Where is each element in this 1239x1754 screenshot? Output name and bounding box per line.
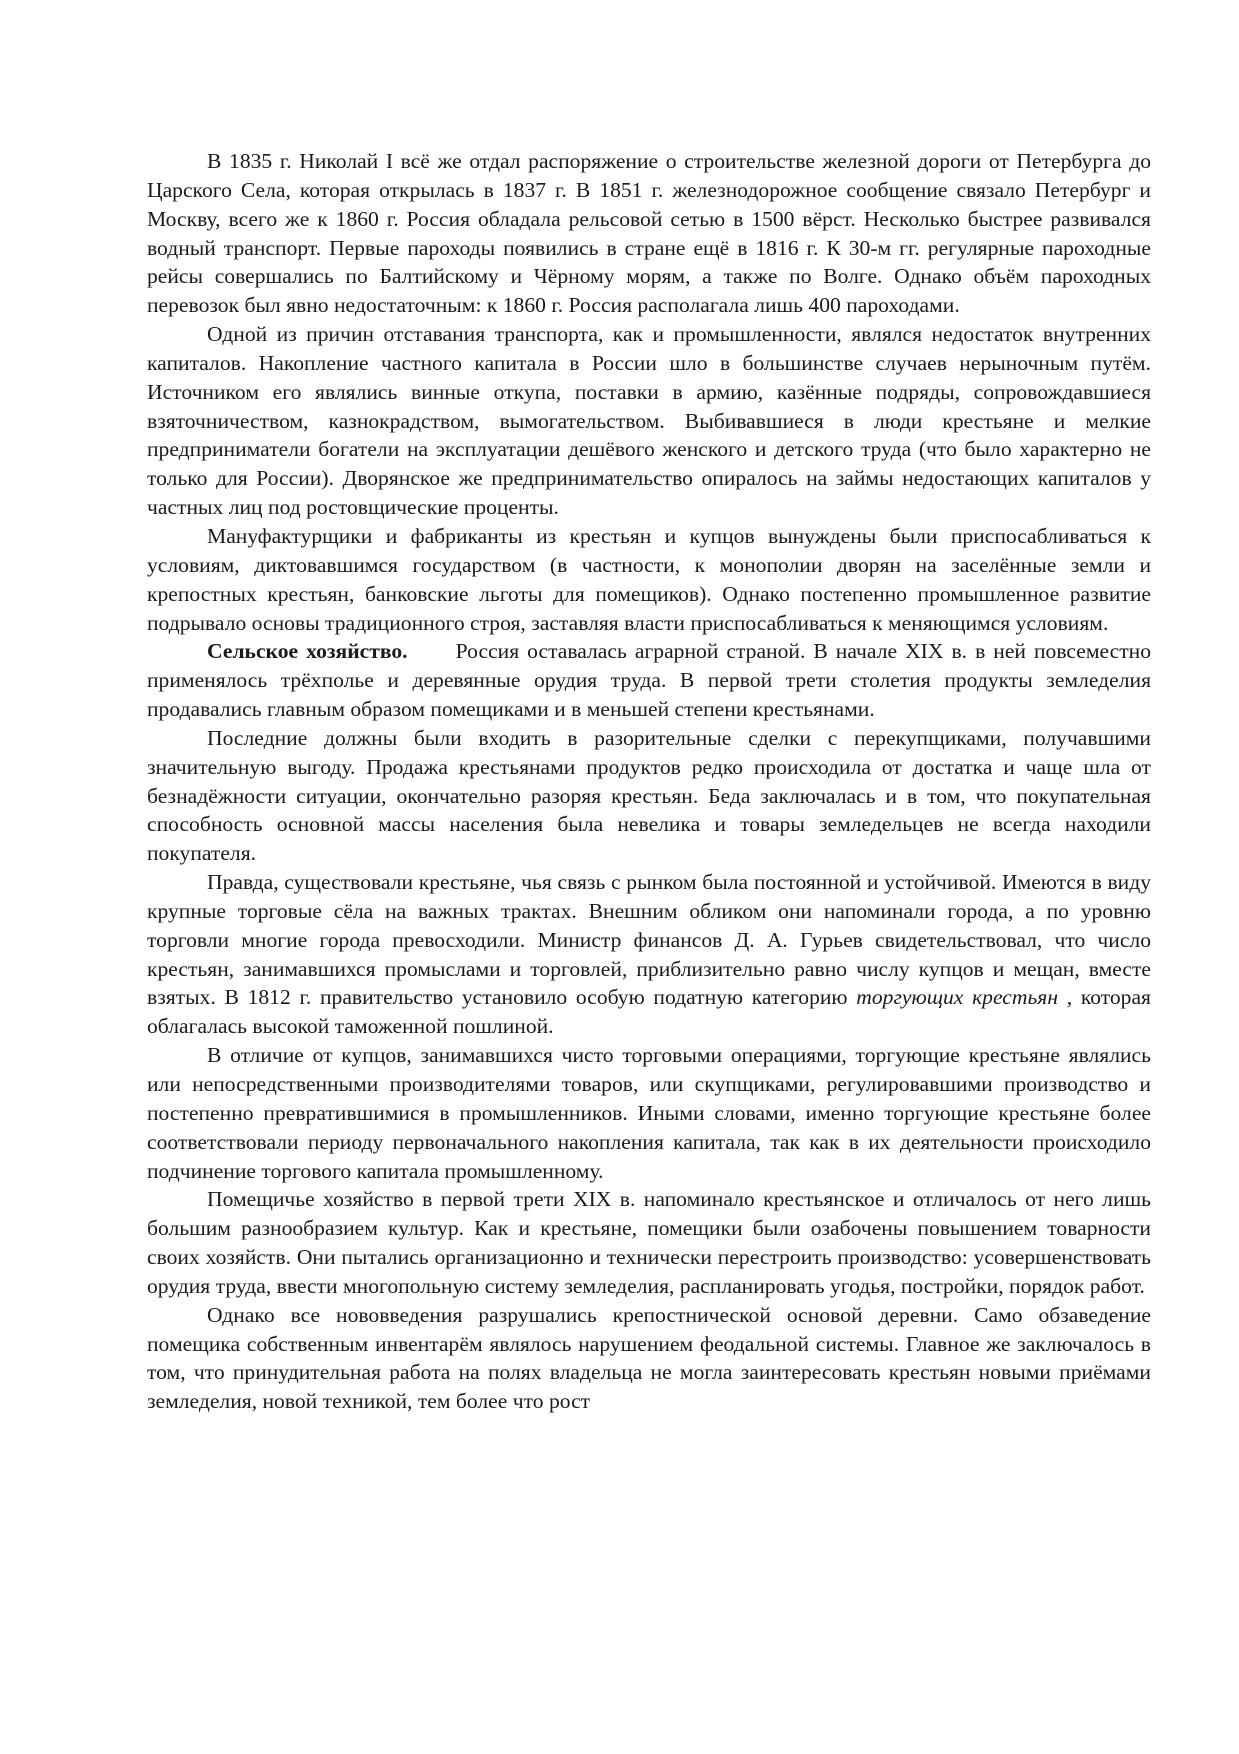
trading-peasants-text-end: , которая облагалась высокой таможенной пошлиной.: [147, 985, 1151, 1039]
section-heading-agriculture: Сельское хозяйство.: [207, 639, 408, 664]
trading-peasants-text: Правда, существовали крестьяне, чья связь с рынком была постоянной и устойчивой. Имеются в виду крупные торговые сёла на важных трактах. Внешним обликом они напоминали города, а по уровню торговли многие города превосходили. Министр финансов Д. А. Гурьев свидетельствовал, что число крестьян, занимавшихся промыслами и торговлей, приблизительно равно числу купцов и мещан, вместе взятых. В 1812 г. правительство установило особую податную категорию: [147, 870, 1151, 1010]
paragraph-trading-peasants: [147, 868, 1151, 1041]
agriculture-text: Россия оставалась аграрной страной. В начале XIX в. в ней повсеместно применялось трёхполье и деревянные орудия труда. В первой трети столетия продукты земледелия продавались главным образом помещиками и в меньшей степени крестьянами.: [147, 639, 1151, 722]
paragraph-capital: Одной из причин отставания транспорта, как и промышленности, являлся недостаток внутренних капиталов. Накопление частного капитала в России шло в большинстве случаев нерыночным путём. Источником его являлись винные откупа, поставки в армию, казённые подряды, сопровождавшиеся взяточничеством, казнокрадством, вымогательством. Выбивавшиеся в люди крестьяне и мелкие предприниматели богатели на эксплуатации дешёвого женского и детского труда (что было характерно не только для России). Дворянское же предпринимательство опиралось на займы недостающих капиталов у частных лиц под ростовщические проценты.: [147, 322, 1151, 520]
paragraph-merchants: В отличие от купцов, занимавшихся чисто торговыми операциями, торгующие крестьяне являлись или непосредственными производителями товаров, или скупщиками, регулировавшими производство и постепенно превратившимися в промышленников. Иными словами, именно торгующие крестьяне более соответствовали периоду первоначального накопления капитала, так как в их деятельности происходило подчинение торгового капитала промышленному.: [147, 1043, 1151, 1183]
paragraph-manufacturers: Мануфактурщики и фабриканты из крестьян и купцов вынуждены были приспосабливаться к условиям, диктовавшимся государством (в частности, к монополии дворян на заселённые земли и крепостных крестьян, банковские льготы для помещиков). Однако постепенно промышленное развитие подрывало основы традиционного строя, заставляя власти приспосабливаться к меняющимся условиям.: [147, 523, 1151, 635]
paragraph-landlord-economy: Помещичье хозяйство в первой трети XIX в. напоминало крестьянское и отличалось от него лишь большим разнообразием культур. Как и крестьяне, помещики были озабочены повышением товарности своих хозяйств. Они пытались организационно и технически перестроить производство: усовершенствовать орудия труда, ввести многопольную систему земледелия, распланировать угодья, постройки, порядок работ.: [147, 1187, 1151, 1298]
paragraph-innovations: Однако все нововведения разрушались крепостнической основой деревни. Само обзаведение помещика собственным инвентарём являлось нарушением феодальной системы. Главное же заключалось в том, что принудительная работа на полях владельца не могла заинтересовать крестьян новыми приёмами земледелия, новой техникой, тем более что рост: [147, 1302, 1151, 1414]
paragraph-agriculture: [147, 637, 1151, 724]
paragraph-resellers: Последние должны были входить в разорительные сделки с перекупщиками, получавшими значительную выгоду. Продажа крестьянами продуктов редко происходила от достатка и чаще шла от безнадёжности ситуации, окончательно разоряя крестьян. Беда заключалась и в том, что покупательная способность основной массы населения была невелика и товары земледельцев не всегда находили покупателя.: [147, 725, 1151, 866]
paragraph-railways: В 1835 г. Николай I всё же отдал распоряжение о строительстве железной дороги от Петербурга до Царского Села, которая открылась в 1837 г. В 1851 г. железнодорожное сообщение связало Петербург и Москву, всего же к 1860 г. Россия обладала рельсовой сетью в 1500 вёрст. Несколько быстрее развивался водный транспорт. Первые пароходы появились в стране ещё в 1816 г. К 30-м гг. регулярные пароходные рейсы совершались по Балтийскому и Чёрному морям, а также по Волге. Однако объём пароходных перевозок был явно недостаточным: к 1860 г. Россия располагала лишь 400 пароходами.: [147, 149, 1151, 318]
document-page: [147, 147, 1151, 1416]
italic-term: торгующих крестьян: [856, 985, 1059, 1010]
